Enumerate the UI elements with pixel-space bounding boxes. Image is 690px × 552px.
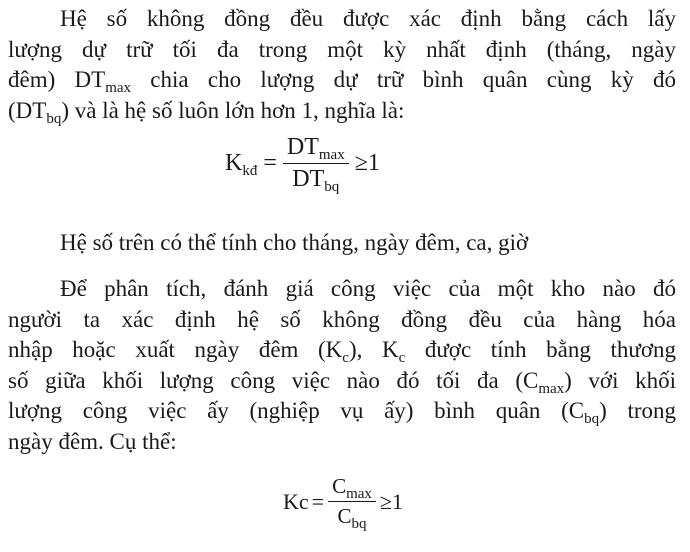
formula-symbol: DT — [292, 166, 325, 192]
equals-sign: = — [311, 488, 325, 514]
formula-symbol: C — [332, 474, 347, 498]
text-run: đêm) DT — [8, 67, 106, 92]
text-line — [8, 65, 676, 96]
subscript: max — [318, 147, 345, 163]
formula-rhs: ≥1 — [354, 150, 380, 176]
text-line — [8, 427, 676, 458]
text-run: chia cho lượng dự trữ bình quân cùng kỳ đó — [131, 67, 676, 92]
text-line — [8, 396, 676, 427]
text-run: ) với khối — [564, 367, 676, 393]
text-run: lượng công việc ấy (nghiệp vụ ấy) bình quân (C — [8, 398, 585, 423]
text-run: người ta xác định hệ số không đồng đều của hàng hóa — [8, 306, 676, 332]
subscript: c — [398, 350, 406, 366]
text-run: được tính bằng thương — [405, 337, 676, 362]
formula-lhs — [225, 150, 257, 177]
text-line — [8, 305, 676, 336]
formula-symbol: C — [337, 504, 352, 528]
text-line — [8, 335, 676, 366]
fraction — [328, 474, 376, 532]
formula-kkd — [225, 134, 380, 193]
text-run: ) trong — [599, 398, 676, 423]
subscript: max — [346, 486, 372, 502]
fraction-numerator — [283, 134, 349, 164]
formula-rhs: ≥1 — [379, 488, 403, 514]
text-run: ) và là hệ số luôn lớn hơn 1, nghĩa là: — [61, 97, 405, 123]
text-run: ngày đêm. Cụ thể: — [8, 428, 177, 454]
formula-symbol: K — [225, 150, 243, 176]
paragraph-definition — [8, 4, 676, 126]
text-line — [8, 228, 676, 259]
subscript: bq — [351, 516, 367, 532]
subscript: bq — [584, 411, 600, 427]
subscript: max — [105, 80, 132, 96]
subscript: bq — [324, 179, 340, 195]
text-line — [8, 35, 676, 66]
paragraph-analysis — [8, 274, 676, 457]
text-run: lượng dự trữ tối đa trong một kỳ nhất định (tháng, ngày — [8, 36, 676, 62]
text-line — [8, 96, 676, 127]
fraction-denominator — [337, 502, 367, 532]
formula-kc — [283, 474, 403, 532]
equals-sign: = — [263, 150, 277, 176]
subscript: kđ — [242, 163, 258, 179]
fraction-numerator — [328, 474, 376, 502]
text-run: ), K — [348, 337, 399, 362]
fraction — [283, 134, 349, 193]
text-run: (DT — [8, 97, 47, 123]
text-line — [8, 4, 676, 35]
text-line — [8, 366, 676, 397]
text-run: số giữa khối lượng công việc nào đó tối đa (C — [8, 367, 539, 393]
text-run: Hệ số không đồng đều được xác định bằng cách lấy — [60, 6, 676, 31]
fraction-denominator — [292, 164, 339, 193]
formula-lhs: Kc — [283, 488, 309, 514]
paragraph-note — [8, 228, 676, 259]
text-run: Để phân tích, đánh giá công việc của một kho nào đó — [60, 276, 676, 301]
text-run: nhập hoặc xuất ngày đêm (K — [8, 337, 343, 362]
subscript: max — [538, 380, 565, 397]
subscript: c — [342, 350, 349, 366]
text-run: Hệ số trên có thể tính cho tháng, ngày đêm, ca, giờ — [60, 230, 529, 255]
subscript: bq — [46, 110, 62, 127]
text-line — [8, 274, 676, 305]
formula-symbol: DT — [286, 134, 319, 160]
